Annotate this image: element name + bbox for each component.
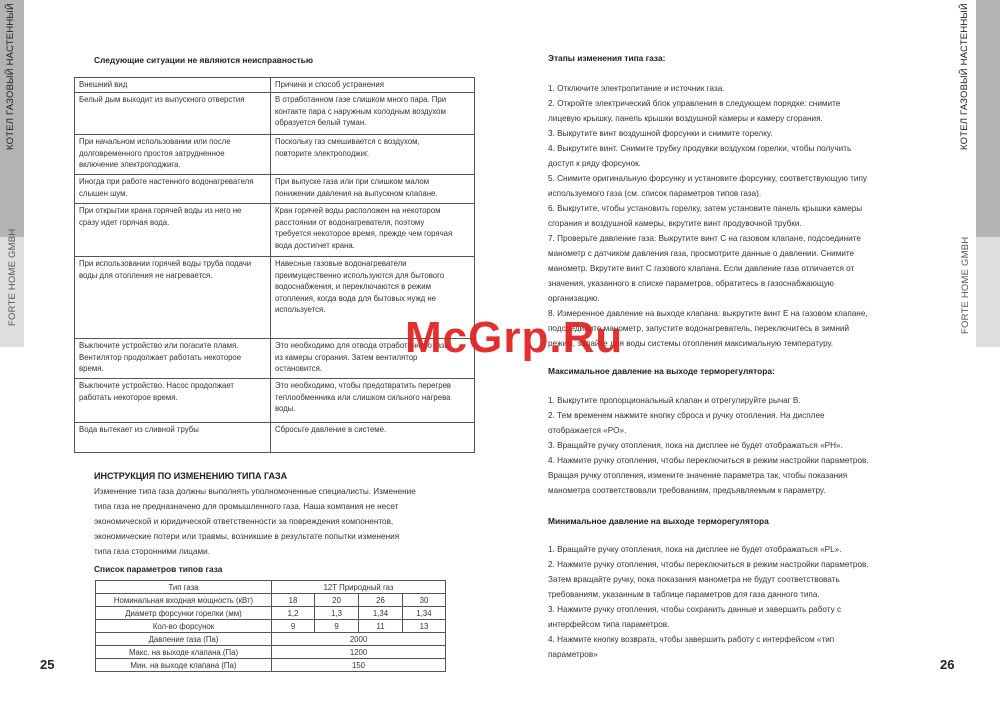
table-row: Вода вытекает из сливной трубы Сбросьте давление в системе. — [75, 423, 475, 453]
min-pressure-text: 1. Вращайте ручку отопления, пока на дисплее не будет отображаться «PL». 2. Нажмите ручку отопления, чтобы переключиться в режим настройки параметров. Затем вращайте ручку, пока показания манометра не будут соответствовать требованиям, указанным в таблице параметров для газа данного типа. 3. Нажмите ручку отопления, чтобы сохранить данные и завершить работу с интерфейсом типа параметров. 4. Нажмите кнопку возврата, чтобы завершить работу с интерфейсом «тип параметров» — [548, 545, 869, 659]
min-pressure-title: Минимальное давление на выходе терморегулятора — [548, 516, 769, 526]
gas-type-label: Тип газа — [96, 581, 272, 594]
stages-title: Этапы изменения типа газа: — [548, 53, 666, 63]
situations-table — [74, 77, 475, 453]
situations-title: Следующие ситуации не являются неисправностью — [94, 55, 314, 65]
table-row: При использовании горячей воды труба подачи воды для отопления не нагревается. Навесные газовые водонагреватели преимущественно используются для бытового водоснабжения, и переключаются в режим отопления, когда вода для бытовых нужд не используется. — [75, 257, 475, 339]
table-row: Белый дым выходит из выпускного отверстия В отработанном газе слишком много пара. При контакте пара с наружным холодным воздухом образуется белый туман. — [75, 93, 475, 135]
table-row: Давление газа (Па) 2000 — [96, 633, 446, 646]
table-row: При открытии крана горячей воды из него не сразу идет горячая вода. Кран горячей воды расположен на некотором расстоянии от водонагревателя, поэтому требуется некоторое время, прежде чем горячая вода достигнет крана. — [75, 204, 475, 257]
stages-text: 1. Отключите электропитание и источник газа. 2. Откройте электрический блок управления в следующем порядке: снимите лицевую крышку, панель крышки воздушной камеры и камеру сгорания. 3. Выкрутите винт воздушной форсунки и снимите горелку. 4. Выкрутите винт. Снимите трубку продувки воздухом горелки, чтобы получить доступ к ряду форсунок. 5. Снимите оригинальную форсунку и установите форсунку, соответствующую типу используемого газа (см. список параметров типов газа). 6. Выкрутите, чтобы установить горелку, затем установите панель крышки камеры сгорания и воздушной камеры, вкрутите винт продувочной трубки. 7. Проверьте давление газа: Выкрутите винт C на газовом клапане, подсоедините манометр с датчиком давления газа, просмотрите данные о давлении. Снимите манометр. Вкрутите винт C газового клапана. Если давление газа отличается от значения, указанного в списке параметров, обратитесь в газоснабжающую организацию. 8. Измеренное давление на выходе клапана: выкрутите винт E на газовом клапане, подсоедините манометр, запустите водонагреватель, переключитесь в зимний режим, задайте для воды системы отопления максимальную температуру. — [548, 84, 868, 348]
table-row: Иногда при работе настенного водонагревателя слышен шум. При выпуске газа или при слишком малом понижении давления на выпускном клапане. — [75, 175, 475, 204]
right-sidebar-brand-band — [976, 0, 1000, 237]
situations-table-header — [75, 78, 475, 93]
right-sidebar-brand-label: КОТЕЛ ГАЗОВЫЙ НАСТЕННЫЙ — [959, 2, 970, 150]
gas-params-table — [95, 580, 446, 672]
instruction-title: ИНСТРУКЦИЯ ПО ИЗМЕНЕНИЮ ТИПА ГАЗА — [94, 471, 288, 481]
right-sidebar-company-band — [976, 237, 1000, 347]
table-row: Выключите устройство или погасите пламя. Вентилятор продолжает работать некоторое время. Это необходимо для отвода отработанного газа из камеры сгорания. Затем вентилятор остановится. — [75, 339, 475, 379]
table-row: Макс. на выходе клапана (Па) 1200 — [96, 646, 446, 659]
max-pressure-title: Максимальное давление на выходе терморегулятора: — [548, 366, 775, 376]
table-row: Мин. на выходе клапана (Па) 150 — [96, 659, 446, 672]
table-row: При начальном использовании или после долговременного простоя затрудненное включение электроподжига. Поскольку газ смешивается с воздухом, повторите электроподжиг. — [75, 135, 475, 175]
instruction-text: Изменение типа газа должны выполнять уполномоченные специалисты. Изменение типа газа не предназначено для промышленного газа. Наша компания не несет экономической и юридической ответственности за повреждения компонентов, экономические потери или травмы, возникшие в результате попытки изменения типа газа сторонними лицами. — [94, 487, 416, 556]
right-page-number: 26 — [940, 657, 955, 672]
gas-type-value: 12Т Природный газ — [272, 581, 446, 594]
params-title: Список параметров типов газа — [94, 564, 223, 574]
watermark: McGrp.Ru — [405, 313, 624, 362]
right-sidebar-company-label: FORTE HOME GMBH — [960, 236, 971, 334]
table-row: Диаметр форсунки горелки (мм) 1,2 1,3 1,34 1,34 — [96, 607, 446, 620]
header-appearance: Внешний вид — [75, 78, 271, 93]
table-row: Кол-во форсунок 9 9 11 13 — [96, 620, 446, 633]
header-cause: Причина и способ устранения — [271, 78, 475, 93]
left-page-number: 25 — [40, 657, 55, 672]
table-row — [96, 581, 446, 594]
left-sidebar-brand-label: КОТЕЛ ГАЗОВЫЙ НАСТЕННЫЙ — [5, 2, 16, 150]
max-pressure-text: 1. Выкрутите пропорциональный клапан и отрегулируйте рычаг B. 2. Тем временем нажмите кнопку сброса и ручку отопления. На дисплее отображается «PO». 3. Вращайте ручку отопления, пока на дисплее не будет отображаться «PH». 4. Нажмите ручку отопления, чтобы переключиться в режим настройки параметров. Вращая ручку отопления, измените значение параметра так, чтобы показания манометра соответствовали требованиям, предъявляемым к параметру. — [548, 396, 869, 495]
table-row: Выключите устройство. Насос продолжает работать некоторое время. Это необходимо, чтобы предотвратить перегрев теплообменника или слишком сильного нагрева воды. — [75, 379, 475, 423]
left-sidebar-company-label: FORTE HOME GMBH — [7, 228, 18, 326]
table-row: Номинальная входная мощность (кВт) 18 20 26 30 — [96, 594, 446, 607]
